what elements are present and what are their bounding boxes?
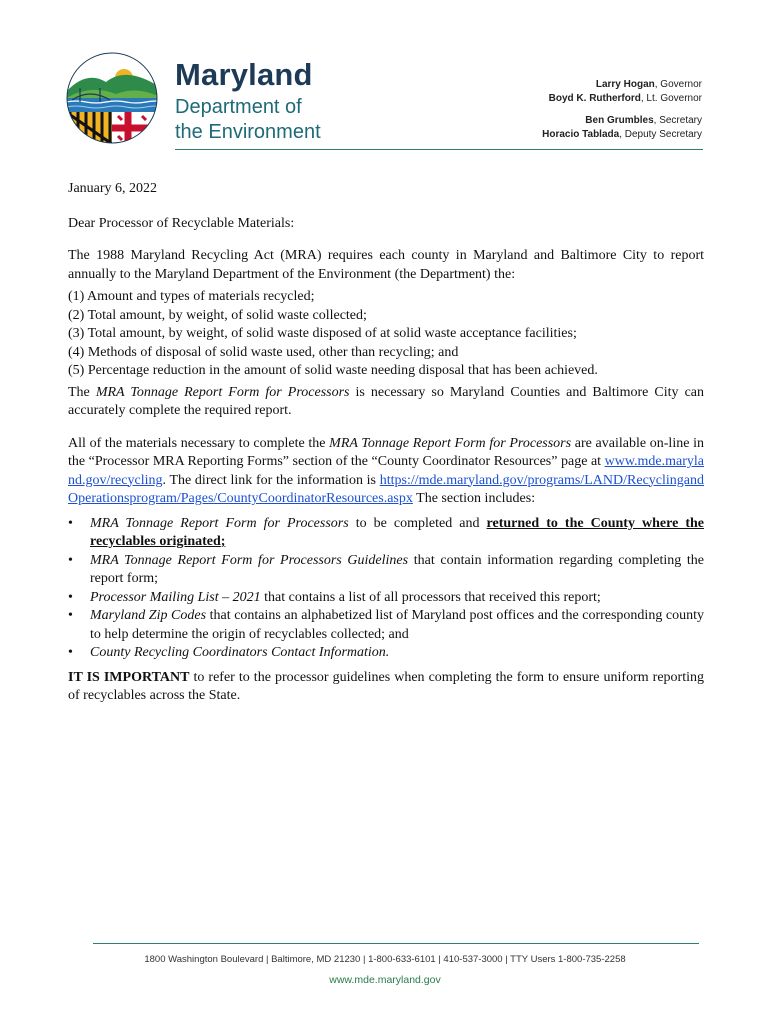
- important-notice: IT IS IMPORTANT: [68, 669, 190, 685]
- mde-logo: [66, 52, 158, 144]
- list-item: • Maryland Zip Codes that contains an alphabetized list of Maryland post offices and the corresponding county to help determine the origin of recyclables collected; and: [68, 608, 705, 642]
- dept-line-1: Department of: [175, 96, 302, 118]
- form-purpose-paragraph: The MRA Tonnage Report Form for Processors is necessary so Maryland Counties and Baltimore City can accurately complete the required report.: [68, 384, 705, 418]
- recycling-link[interactable]: www.mde.maryland.gov/recycling: [68, 454, 704, 488]
- footer-website: www.mde.maryland.gov: [329, 974, 441, 986]
- included-materials-list: [68, 515, 704, 663]
- county-coordinator-resources-link[interactable]: https://mde.maryland.gov/programs/LAND/RecyclingandOperationsprogram/Pages/CountyCoordinatorResources.aspx: [68, 472, 704, 506]
- list-item: • Processor Mailing List – 2021 that contains a list of all processors that received this report;: [68, 589, 601, 605]
- list-item: • MRA Tonnage Report Form for Processors Guidelines that contain information regarding completing the report form;: [68, 552, 705, 586]
- return-instruction: returned to the County where the recyclables originated: [90, 515, 704, 549]
- org-name-block: [175, 58, 321, 145]
- officials-list: [542, 78, 702, 142]
- dept-line-2: the Environment: [175, 121, 321, 143]
- form-name: MRA Tonnage Report Form for Processors: [329, 435, 572, 451]
- closing-paragraph: IT IS IMPORTANT to refer to the processor guidelines when completing the form to ensure uniform reporting of recyclables across the State.: [68, 669, 704, 703]
- list-item: (2) Total amount, by weight, of solid waste collected;: [68, 307, 367, 323]
- official-deputy-secretary: Horacio Tablada, Deputy Secretary: [542, 129, 702, 140]
- letter-body: [68, 180, 704, 720]
- list-item: (4) Methods of disposal of solid waste used, other than recycling; and: [68, 344, 459, 360]
- list-item: (5) Percentage reduction in the amount of solid waste needing disposal that has been achieved.: [68, 363, 598, 378]
- letter-date: January 6, 2022: [68, 181, 158, 196]
- list-item: (3) Total amount, by weight, of solid waste disposed of at solid waste acceptance facilities;: [68, 326, 577, 341]
- materials-paragraph: All of the materials necessary to complete the MRA Tonnage Report Form for Processors are available on-line in the “Processor MRA Reporting Forms” section of the “County Coordinator Resources” page at www.mde.maryland.gov/recycling. The direct link for the information is https://mde.maryland.gov/programs/LAND/RecyclingandOperationsprogram/Pages/CountyCoordinatorResources.aspx The section includes:: [68, 435, 704, 506]
- footer-divider: [93, 943, 699, 944]
- official-governor: Larry Hogan, Governor: [595, 79, 702, 90]
- official-secretary: Ben Grumbles, Secretary: [585, 115, 702, 126]
- list-item: (1) Amount and types of materials recycled;: [68, 289, 315, 304]
- requirements-list: [68, 288, 704, 381]
- form-name: MRA Tonnage Report Form for Processors: [95, 384, 350, 400]
- footer-address: 1800 Washington Boulevard | Baltimore, MD 21230 | 1-800-633-6101 | 410-537-3000 | TTY Users 1-800-735-2258: [144, 954, 626, 965]
- header-divider: [175, 149, 703, 150]
- org-name: Maryland: [175, 57, 313, 92]
- list-item: • MRA Tonnage Report Form for Processors to be completed and returned to the County where the recyclables originated;: [68, 515, 704, 549]
- official-lt-governor: Boyd K. Rutherford, Lt. Governor: [548, 93, 702, 104]
- intro-paragraph: The 1988 Maryland Recycling Act (MRA) requires each county in Maryland and Baltimore City to report annually to the Maryland Department of the Environment (the Department) the:: [68, 248, 704, 282]
- list-item: • County Recycling Coordinators Contact Information.: [68, 645, 390, 660]
- salutation: Dear Processor of Recyclable Materials:: [68, 215, 295, 231]
